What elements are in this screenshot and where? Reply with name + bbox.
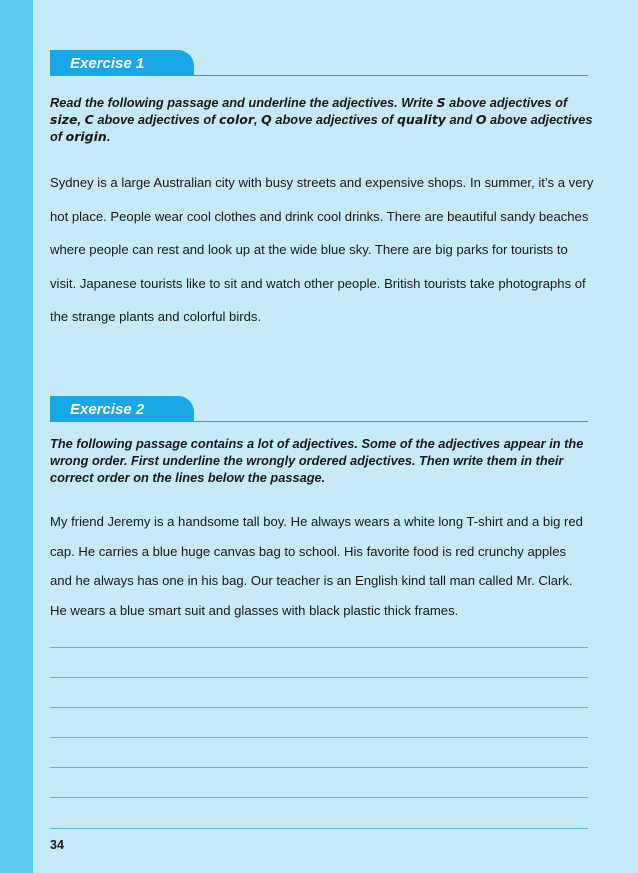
exercise-1-passage [50,166,598,334]
answer-line[interactable] [50,797,588,798]
passage-line: He wears a blue smart suit and glasses with black plastic thick frames. [50,602,459,618]
instruction-text: above adjectives of [445,95,568,110]
answer-line[interactable] [50,707,588,708]
passage-line: hot place. People wear cool clothes and drink cool drinks. There are beautiful sandy beaches [50,208,589,224]
instruction-keyword: quality [396,112,446,127]
exercise-2-header [50,396,588,422]
instruction-text: above adjectives of [93,112,219,127]
page-number: 34 [50,838,64,852]
instruction-text: . [106,129,111,144]
exercise-2-passage [50,507,598,625]
answer-line[interactable] [50,767,588,768]
instruction-text: above adjectives of [271,112,397,127]
instruction-text: , [254,112,262,127]
instruction-keyword: size [50,112,78,127]
instruction-text: Read the following passage and underline the adjectives. Write [50,95,437,110]
exercise-1-header [50,50,588,76]
instruction-keyword: color [218,112,255,127]
passage-line: cap. He carries a blue huge canvas bag to school. His favorite food is red crunchy apples [50,543,567,559]
answer-line[interactable] [50,647,588,648]
instruction-text: above adjectives of [50,112,593,144]
passage-line: My friend Jeremy is a handsome tall boy. He always wears a white long T-shirt and a big red [50,514,583,529]
answer-line[interactable] [50,828,588,829]
instruction-text: and [445,112,476,127]
instruction-keyword: S [436,95,446,110]
exercise-1-instruction-full [50,94,595,145]
exercise-1-rule [190,75,588,77]
passage-line: where people can rest and look up at the wide blue sky. There are big parks for tourists to [50,242,568,257]
passage-line: Sydney is a large Australian city with busy streets and expensive shops. In summer, it’s a very [50,175,594,190]
exercise-2-instruction: The following passage contains a lot of adjectives. Some of the adjectives appear in the wrong order. First underline the wrongly ordered adjectives. Then write them in their correct order on the lines below the passage. [50,436,584,485]
passage-line: and he always has one in his bag. Our teacher is an English kind tall man called Mr. Clark. [50,573,573,588]
exercise-2-title: Exercise 2 [50,396,194,422]
answer-line[interactable] [50,737,588,738]
exercise-1-title: Exercise 1 [50,50,194,76]
instruction-keyword: origin [65,129,107,144]
answer-line[interactable] [50,677,588,678]
instruction-keyword: O [475,112,487,127]
instruction-keyword: C [84,112,94,127]
exercise-2-rule [190,421,588,423]
passage-line: visit. Japanese tourists like to sit and watch other people. British tourists take photographs of [50,275,586,291]
instruction-keyword: Q [261,112,272,127]
passage-line: the strange plants and colorful birds. [50,309,262,324]
left-margin-bar [0,0,33,873]
instruction-text: , [77,112,85,127]
